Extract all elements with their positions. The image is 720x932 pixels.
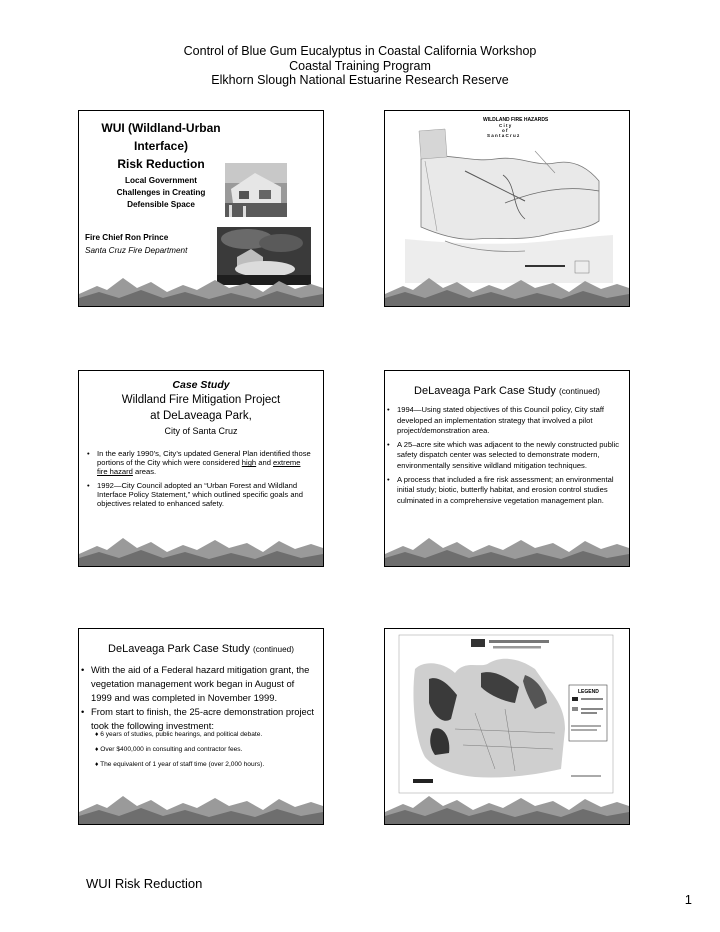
header-line-2: Coastal Training Program xyxy=(289,58,431,73)
mountain-banner xyxy=(385,532,629,566)
slide-4 xyxy=(384,370,630,567)
slide1-title xyxy=(79,119,243,173)
slide1-sub-line1: Local Government xyxy=(125,176,197,185)
slide3-bullet-list xyxy=(87,449,313,512)
list-item: • With the aid of a Federal hazard mitigation grant, the vegetation management work began in August of 1999 and was completed in November 1999. xyxy=(81,663,315,705)
document-header xyxy=(0,44,720,88)
footer-title: WUI Risk Reduction xyxy=(86,876,203,891)
list-item: • 1992—City Council adopted an “Urban Forest and Wildland Interface Policy Statement,” which outlined specific goals and objectives related to enhanced safety. xyxy=(87,481,313,509)
list-item: ♦ The equivalent of 1 year of staff time (over 2,000 hours). xyxy=(95,757,315,772)
slide-6 xyxy=(384,628,630,825)
header-line-3: Elkhorn Slough National Estuarine Research Reserve xyxy=(211,73,509,87)
map-subtitle-2: o f xyxy=(502,128,508,133)
mountain-banner xyxy=(385,272,629,306)
map-subtitle-1: C i t y xyxy=(499,123,512,128)
slide3-title-line2: at DeLaveaga Park, xyxy=(150,410,252,422)
slide3-heading xyxy=(79,379,323,438)
underlined-extreme: extreme xyxy=(273,458,301,468)
slide1-sub-line2: Challenges in Creating xyxy=(116,188,206,197)
slide-3 xyxy=(78,370,324,567)
slide-5 xyxy=(78,628,324,825)
house-photo xyxy=(225,163,287,217)
map-subtitle-3: S a n t a C r u z xyxy=(487,133,520,138)
list-item: • A 25–acre site which was adjacent to the newly constructed public safety dispatch center was selected to demonstrate modern, environmentally sensitive wildland mitigation techniques. xyxy=(387,440,625,472)
list-item: • From start to finish, the 25-acre demonstration project took the following investment: xyxy=(81,705,315,733)
list-item: • 1994—Using stated objectives of this Council policy, City staff developed an implementation strategy that involved a pilot project/demonstration area. xyxy=(387,405,625,437)
list-item: ♦ Over $400,000 in consulting and contractor fees. xyxy=(95,742,315,757)
underlined-fire-hazard: fire hazard xyxy=(97,467,133,477)
slide5-title: DeLaveaga Park Case Study (continued) xyxy=(108,643,294,655)
slide3-title-line1: Wildland Fire Mitigation Project xyxy=(121,394,281,406)
slide1-title-line1: WUI (Wildland-Urban Interface) xyxy=(101,121,221,153)
header-line-1: Control of Blue Gum Eucalyptus in Coastal California Workshop xyxy=(183,44,537,58)
slide5-sub-bullet-list xyxy=(95,727,315,772)
slide3-title-line3: City of Santa Cruz xyxy=(164,426,238,436)
slide-2 xyxy=(384,110,630,307)
slide5-bullet-list xyxy=(81,663,315,733)
mountain-banner xyxy=(385,790,629,824)
page-number: 1 xyxy=(684,892,692,907)
list-item: • In the early 1990’s, City’s updated General Plan identified those portions of the City which were considered high and extreme fire hazard areas. xyxy=(87,449,313,477)
slide3-case-study-label: Case Study xyxy=(172,379,230,391)
mountain-banner xyxy=(79,272,323,306)
slide1-presenter: Fire Chief Ron Prince xyxy=(85,233,169,242)
slide4-title: DeLaveaga Park Case Study (continued) xyxy=(414,385,600,397)
slide1-department: Santa Cruz Fire Department xyxy=(85,246,188,255)
slide1-subtitle xyxy=(79,175,243,211)
slide1-sub-line3: Defensible Space xyxy=(127,200,195,209)
mountain-banner xyxy=(79,532,323,566)
legend-title: LEGEND xyxy=(578,689,599,695)
list-item: ♦ 6 years of studies, public hearings, and political debate. xyxy=(95,727,315,742)
mountain-banner xyxy=(79,790,323,824)
slide-1 xyxy=(78,110,324,307)
map-title: WILDLAND FIRE HAZARDS xyxy=(483,117,549,123)
underlined-high: high xyxy=(241,458,257,468)
list-item: • A process that included a fire risk assessment; an environmental initial study; biotic, butterfly habitat, and erosion control studies culminated in a comprehensive vegetation management plan. xyxy=(387,475,625,507)
slide1-title-line2: Risk Reduction xyxy=(117,157,205,171)
slide4-bullet-list xyxy=(387,405,625,509)
